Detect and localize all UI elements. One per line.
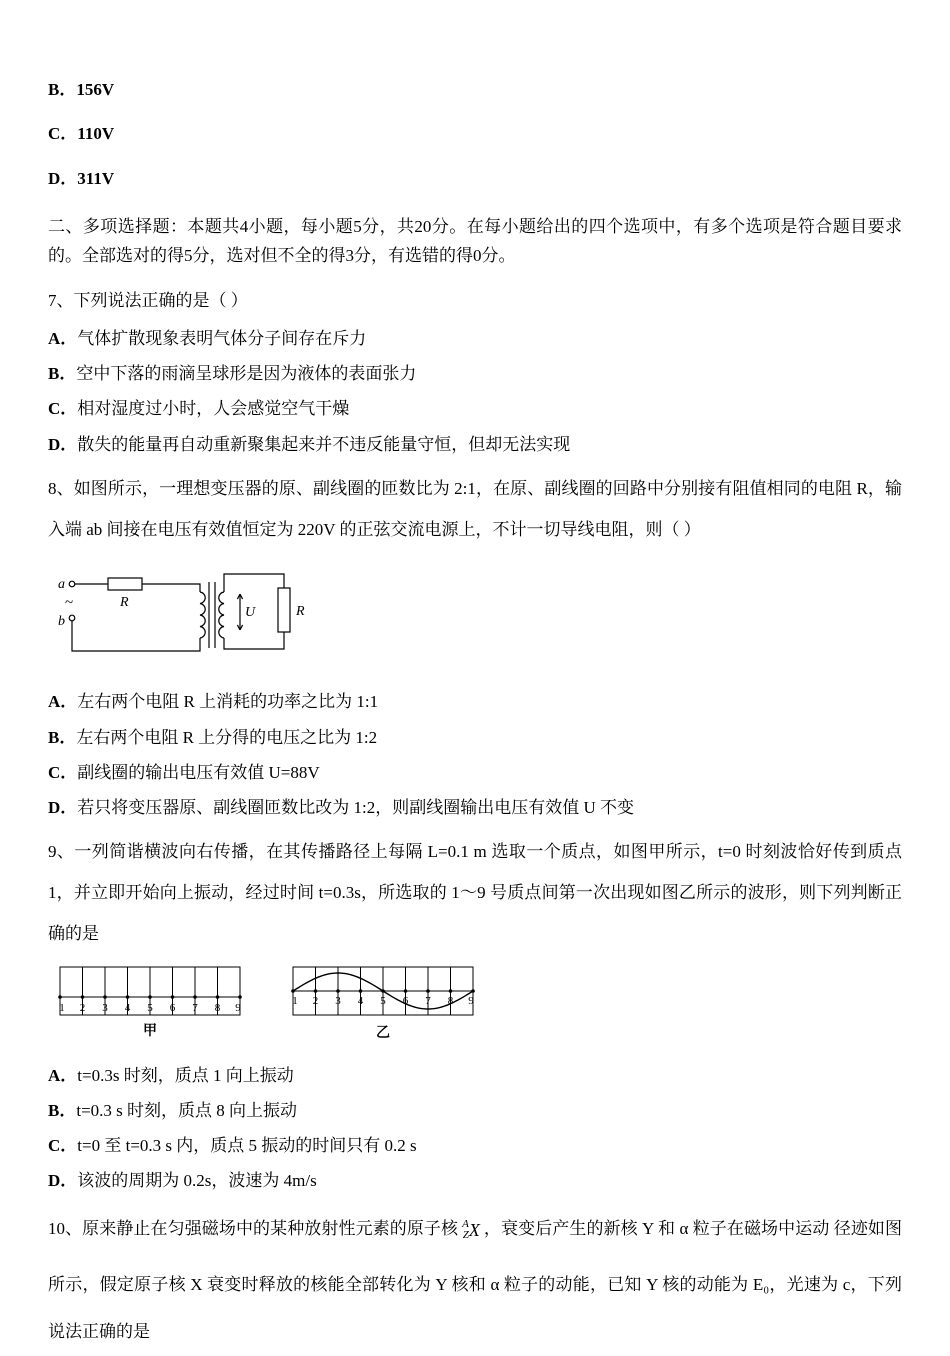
option-letter: C． xyxy=(48,399,78,419)
point-label: 9 xyxy=(235,1001,241,1014)
secondary-resistor-box xyxy=(278,588,290,632)
option-letter: C． xyxy=(48,762,78,782)
point-label: 3 xyxy=(102,1001,108,1014)
question-9-stem: 9、一列简谐横波向右传播，在其传播路径上每隔 L=0.1 m 选取一个质点，如图甲所示，t=0 时刻波恰好传到质点 1，并立即开始向上振动，经过时间 t=0.3s，所选取的 1～9 号质点间第一次出现如图乙所示的波形，则下列判断正确的是 xyxy=(48,842,902,943)
point-label: 5 xyxy=(380,994,386,1007)
option-text: t=0.3s 时刻，质点 1 向上振动 xyxy=(77,1065,294,1085)
terminal-a-label: a xyxy=(58,577,65,593)
primary-resistor-box xyxy=(108,578,142,590)
point-label: 4 xyxy=(124,1001,131,1014)
option-letter: C． xyxy=(48,1136,78,1156)
point-label: 1 xyxy=(59,1001,65,1014)
q9-wave-figures xyxy=(56,963,902,1047)
figure-yi-svg xyxy=(289,963,494,1047)
question-8-option-b xyxy=(48,727,902,748)
terminal-b-node xyxy=(69,616,75,622)
terminal-b-label: b xyxy=(58,614,65,630)
question-7-option-d xyxy=(48,434,902,455)
answer-option-d xyxy=(48,169,902,189)
option-text: 左右两个电阻 R 上分得的电压之比为 1:2 xyxy=(76,727,378,747)
primary-coil xyxy=(200,592,205,638)
terminal-a-node xyxy=(69,582,75,588)
question-9 xyxy=(48,832,902,1191)
mass-number: A xyxy=(462,1217,469,1230)
point-label: 2 xyxy=(312,994,319,1007)
question-7-option-a xyxy=(48,328,902,349)
point-label: 1 xyxy=(292,994,298,1007)
question-7-option-c xyxy=(48,398,902,419)
secondary-resistor-label: R xyxy=(296,604,305,620)
option-letter: C． xyxy=(48,124,78,144)
point-label: 8 xyxy=(214,1001,221,1014)
question-7-option-b xyxy=(48,363,902,384)
option-letter: B． xyxy=(48,364,77,383)
point-label: 6 xyxy=(169,1001,176,1014)
option-text: 311V xyxy=(77,168,115,188)
option-text: 空中下落的雨滴呈球形是因为液体的表面张力 xyxy=(76,364,417,383)
question-8-option-a xyxy=(48,691,902,712)
point-label: 8 xyxy=(447,994,454,1007)
nuclide-notation xyxy=(462,1206,480,1256)
option-text: 副线圈的输出电压有效值 U=88V xyxy=(77,762,320,782)
section-two-header: 二、多项选择题：本题共4小题，每小题5分，共20分。在每小题给出的四个选项中，有多个选项是符合题目要求的。全部选对的得5分，选对但不全的得3分，有选错的得0分。 xyxy=(48,217,902,266)
question-9-option-d xyxy=(48,1170,902,1191)
secondary-coil xyxy=(219,592,224,638)
point-label: 2 xyxy=(79,1001,86,1014)
option-text: 左右两个电阻 R 上消耗的功率之比为 1:1 xyxy=(77,692,379,712)
element-symbol: X xyxy=(468,1219,480,1240)
point-label: 7 xyxy=(425,994,431,1007)
option-text: 气体扩散现象表明气体分子间存在斥力 xyxy=(77,328,367,348)
question-10-stem xyxy=(48,1206,902,1356)
question-8-option-d xyxy=(48,797,902,818)
option-letter: D． xyxy=(48,1171,78,1191)
nuclide-scripts xyxy=(462,1219,469,1242)
question-9-option-b xyxy=(48,1100,902,1121)
voltage-label: U xyxy=(245,605,256,621)
ac-source-symbol: ~ xyxy=(65,595,74,612)
option-text: 若只将变压器原、副线圈匝数比改为 1:2，则副线圈输出电压有效值 U 不变 xyxy=(77,798,635,818)
question-10 xyxy=(48,1206,902,1356)
option-letter: A． xyxy=(48,328,78,348)
option-text: t=0 至 t=0.3 s 内，质点 5 振动的时间只有 0.2 s xyxy=(77,1136,417,1156)
point-label: 3 xyxy=(335,994,341,1007)
primary-resistor-label: R xyxy=(120,595,129,611)
option-letter: D． xyxy=(48,434,78,454)
q8-transformer-circuit-figure xyxy=(50,558,902,675)
option-letter: D． xyxy=(48,798,78,818)
option-letter: B． xyxy=(48,727,77,747)
answer-option-b xyxy=(48,80,902,100)
option-text: 该波的周期为 0.2s，波速为 4m/s xyxy=(77,1171,317,1191)
question-8-option-c xyxy=(48,762,902,783)
question-8 xyxy=(48,469,902,819)
point-label: 9 xyxy=(468,994,474,1007)
transformer-circuit-svg xyxy=(50,558,322,670)
point-label: 4 xyxy=(357,994,364,1007)
answer-option-c xyxy=(48,124,902,144)
option-letter: A． xyxy=(48,1065,78,1085)
option-letter: B． xyxy=(48,80,77,99)
option-text: 110V xyxy=(77,124,115,144)
option-letter: A． xyxy=(48,692,78,712)
option-letter: D． xyxy=(48,168,78,188)
option-text: 相对湿度过小时，人会感觉空气干燥 xyxy=(77,399,350,419)
primary-bottom-wire xyxy=(72,621,200,651)
point-label: 7 xyxy=(192,1001,198,1014)
primary-top-wire-2 xyxy=(142,584,200,592)
figure-jia-caption: 甲 xyxy=(143,1023,157,1039)
question-7-stem: 7、下列说法正确的是（ ） xyxy=(48,290,248,310)
option-text: 散失的能量再自动重新聚集起来并不违反能量守恒，但却无法实现 xyxy=(77,434,571,454)
figure-jia-svg xyxy=(56,963,261,1047)
option-text: t=0.3 s 时刻，质点 8 向上振动 xyxy=(76,1100,298,1120)
q10-stem-text-after: ，衰变后产生的新核 Y 和 α 粒子在磁场中运动 径迹如图所示，假定原子核 X 衰变时释放的核能全部转化为 Y 核和 α 粒子的动能，已知 Y 核的动能为 E₀，光速为 c，下列说法正确的是 xyxy=(48,1218,903,1341)
question-9-option-a xyxy=(48,1065,902,1086)
question-9-option-c xyxy=(48,1135,902,1156)
question-8-stem: 8、如图所示，一理想变压器的原、副线圈的匝数比为 2:1，在原、副线圈的回路中分别接有阻值相同的电阻 R，输入端 ab 间接在电压有效值恒定为 220V 的正弦交流电源上，不计一切导线电阻，则（ ） xyxy=(48,478,902,539)
q10-stem-text-before: 10、原来静止在匀强磁场中的某种放射性元素的原子核 xyxy=(48,1218,459,1238)
figure-yi-caption: 乙 xyxy=(376,1025,390,1041)
question-7 xyxy=(48,281,902,455)
option-text: 156V xyxy=(76,80,115,99)
atomic-number: Z xyxy=(462,1229,469,1242)
option-letter: B． xyxy=(48,1100,77,1120)
secondary-top-wire xyxy=(224,574,284,592)
point-label: 6 xyxy=(402,994,409,1007)
point-label: 5 xyxy=(147,1001,153,1014)
secondary-bottom-wire xyxy=(224,632,284,649)
